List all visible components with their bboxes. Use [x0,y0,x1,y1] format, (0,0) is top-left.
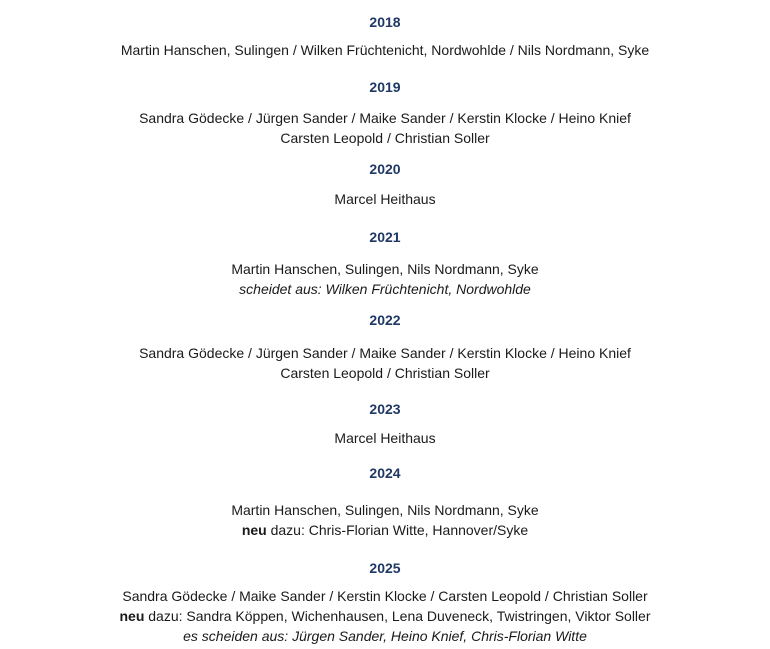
year-block-2025 [0,586,770,646]
year-block-2019 [0,108,770,148]
leaving-line: es scheiden aus: Jürgen Sander, Heino Knief, Chris-Florian Witte [183,628,587,644]
year-heading-2025: 2025 [369,560,401,576]
members-line: Carsten Leopold / Christian Soller [280,365,490,381]
year-heading-2020: 2020 [369,161,401,177]
year-block-2023 [0,428,770,448]
members-line: Marcel Heithaus [334,191,436,207]
new-label: neu [119,608,145,624]
members-line: Carsten Leopold / Christian Soller [280,130,490,146]
new-members-text: dazu: Chris-Florian Witte, Hannover/Syke [266,522,529,538]
year-block-2018 [0,40,770,60]
year-block-2021 [0,259,770,299]
members-line: Sandra Gödecke / Jürgen Sander / Maike Sander / Kerstin Klocke / Heino Knief [139,345,631,361]
new-members-line [0,520,770,540]
members-line: Martin Hanschen, Sulingen, Nils Nordmann, Syke [231,261,539,277]
leaving-line: scheidet aus: Wilken Früchtenicht, Nordwohlde [239,281,531,297]
year-heading-2019: 2019 [369,79,401,95]
members-line: Martin Hanschen, Sulingen / Wilken Früchtenicht, Nordwohlde / Nils Nordmann, Syke [120,42,650,58]
new-label: neu [241,522,267,538]
year-heading-2022: 2022 [369,312,401,328]
members-line: Marcel Heithaus [334,430,436,446]
members-line: Sandra Gödecke / Jürgen Sander / Maike Sander / Kerstin Klocke / Heino Knief [139,110,631,126]
new-members-line [0,606,770,626]
members-line: Martin Hanschen, Sulingen, Nils Nordmann, Syke [231,502,539,518]
year-heading-2021: 2021 [369,229,401,245]
year-block-2020 [0,189,770,209]
year-block-2022 [0,343,770,383]
year-block-2024 [0,500,770,540]
year-heading-2023: 2023 [369,401,401,417]
new-members-text: dazu: Sandra Köppen, Wichenhausen, Lena Duveneck, Twistringen, Viktor Soller [144,608,651,624]
members-line: Sandra Gödecke / Maike Sander / Kerstin Klocke / Carsten Leopold / Christian Soller [122,588,648,604]
year-heading-2018: 2018 [369,14,401,30]
year-heading-2024: 2024 [369,465,401,481]
